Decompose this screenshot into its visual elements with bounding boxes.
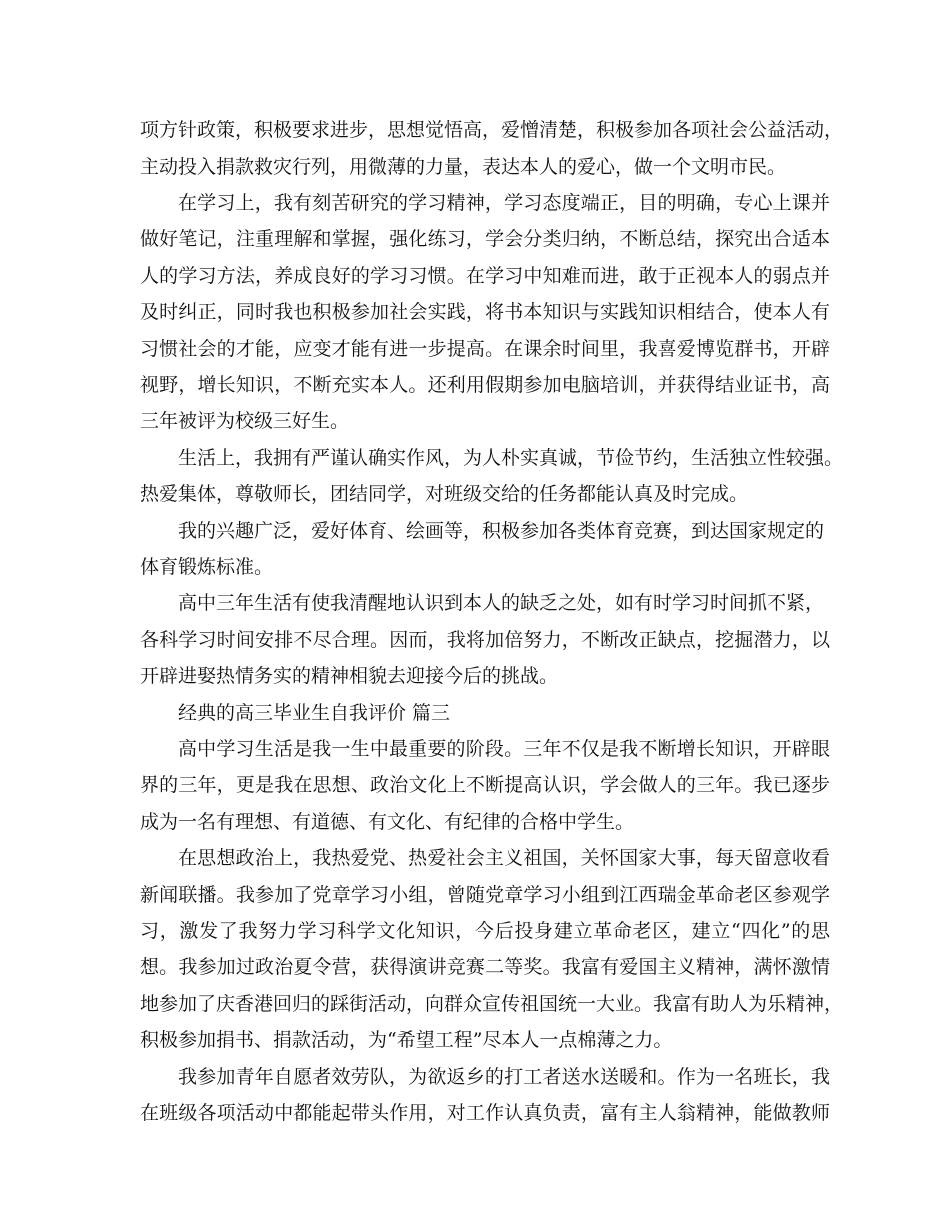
text-line: 在思想政治上，我热爱党、热爱社会主义祖国，关怀国家大事，每天留意收看 xyxy=(178,847,830,869)
text-line: 视野，增长知识，不断充实本人。还利用假期参加电脑培训，并获得结业证书，高 xyxy=(140,374,830,396)
text-line: 习，激发了我努力学习科学文化知识，今后投身建立革命老区，建立“四化”的思 xyxy=(140,920,830,942)
text-line: 我参加青年自愿者效劳队，为欲返乡的打工者送水送暖和。作为一名班长，我 xyxy=(178,1066,830,1088)
text-line: 新闻联播。我参加了党章学习小组，曾随党章学习小组到江西瑞金革命老区参观学 xyxy=(140,884,830,906)
text-line: 高中学习生活是我一生中最重要的阶段。三年不仅是我不断增长知识，开辟眼 xyxy=(178,738,830,760)
text-line: 人的学习方法，养成良好的学习习惯。在学习中知难而进，敢于正视本人的弱点并 xyxy=(140,265,830,287)
text-line: 生活上，我拥有严谨认确实作风，为人朴实真诚，节俭节约，生活独立性较强。 xyxy=(178,447,844,469)
text-line: 成为一名有理想、有道德、有文化、有纪律的合格中学生。 xyxy=(140,811,635,833)
text-line: 地参加了庆香港回归的踩街活动，向群众宣传祖国统一大业。我富有助人为乐精神， xyxy=(140,993,844,1015)
text-line: 各科学习时间安排不尽合理。因而，我将加倍努力，不断改正缺点，挖掘潜力，以 xyxy=(140,629,830,651)
text-line: 积极参加捐书、捐款活动，为“希望工程”尽本人一点棉薄之力。 xyxy=(140,1029,673,1051)
text-line: 三年被评为校级三好生。 xyxy=(140,410,350,432)
text-line: 界的三年，更是我在思想、政治文化上不断提高认识，学会做人的三年。我已逐步 xyxy=(140,774,830,796)
text-line: 项方针政策，积极要求进步，思想觉悟高，爱憎清楚，积极参加各项社会公益活动， xyxy=(140,119,844,141)
text-line: 想。我参加过政治夏令营，获得演讲竞赛二等奖。我富有爱国主义精神，满怀激情 xyxy=(140,956,830,978)
text-line: 在班级各项活动中都能起带头作用，对工作认真负责，富有主人翁精神，能做教师 xyxy=(140,1102,830,1124)
text-line: 在学习上，我有刻苦研究的学习精神，学习态度端正，目的明确，专心上课并 xyxy=(178,192,830,214)
text-line: 习惯社会的才能，应变才能有进一步提高。在课余时间里，我喜爱博览群书，开辟 xyxy=(140,338,830,360)
text-line: 我的兴趣广泛，爱好体育、绘画等，积极参加各类体育竞赛，到达国家规定的 xyxy=(178,520,825,542)
text-line: 热爱集体，尊敬师长，团结同学，对班级交给的任务都能认真及时完成。 xyxy=(140,483,749,505)
text-line: 体育锻炼标准。 xyxy=(140,556,274,578)
text-line: 开辟进娶热情务实的精神相貌去迎接今后的挑战。 xyxy=(140,665,559,687)
text-line: 高中三年生活有使我清醒地认识到本人的缺乏之处，如有时学习时间抓不紧， xyxy=(178,592,825,614)
text-line: 及时纠正，同时我也积极参加社会实践，将书本知识与实践知识相结合，使本人有 xyxy=(140,301,830,323)
text-line: 主动投入捐款救灾行列，用微薄的力量，表达本人的爱心，做一个文明市民。 xyxy=(140,156,787,178)
section-heading: 经典的高三毕业生自我评价 篇三 xyxy=(178,702,451,724)
text-line: 做好笔记，注重理解和掌握，强化练习，学会分类归纳，不断总结，探究出合适本 xyxy=(140,228,830,250)
